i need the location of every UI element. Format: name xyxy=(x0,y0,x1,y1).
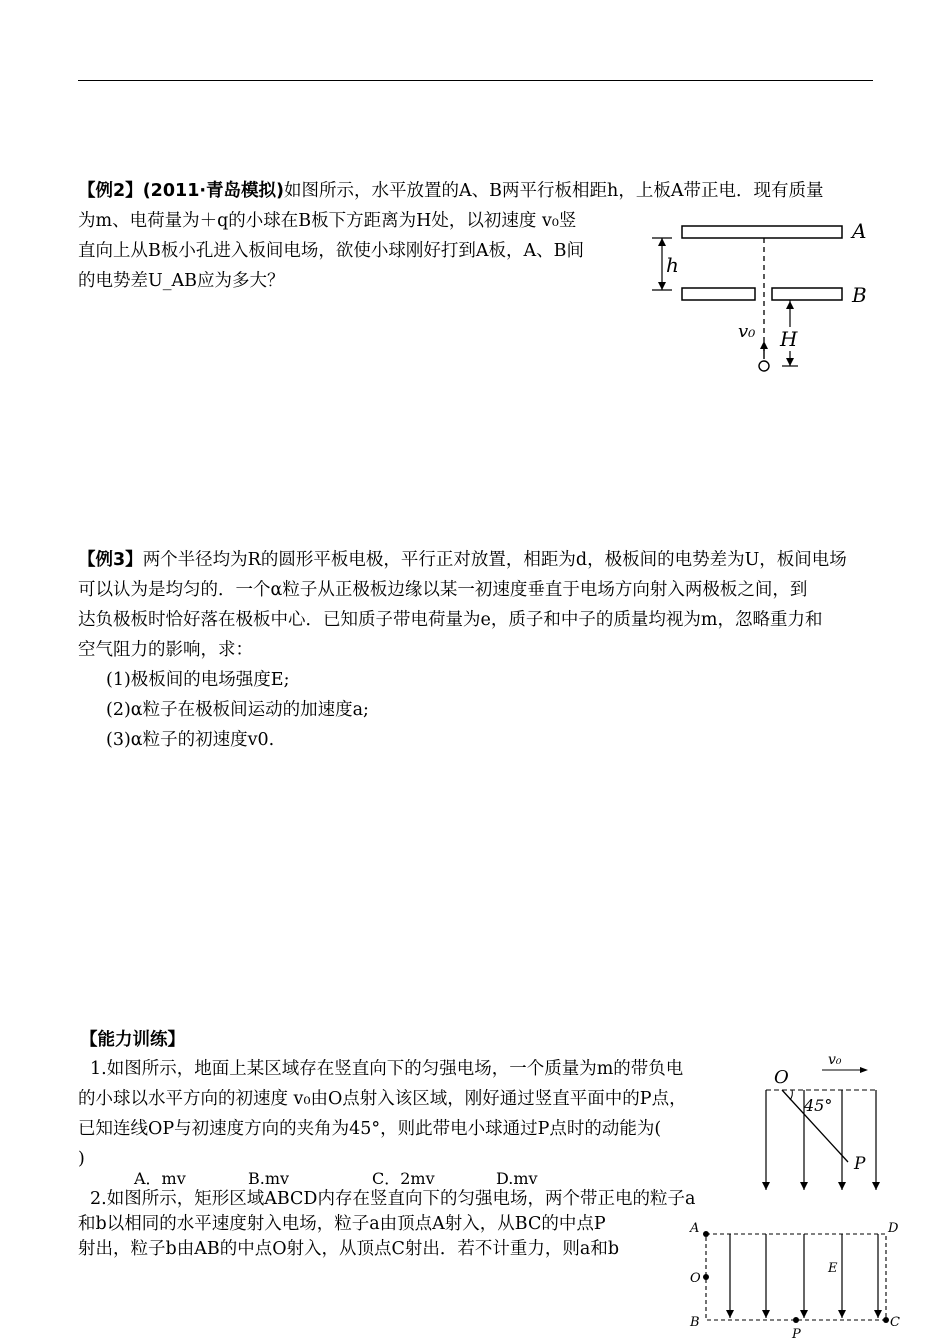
plate-b-left xyxy=(682,288,755,300)
region-abcd xyxy=(706,1234,886,1320)
label-H: H xyxy=(780,327,798,351)
example2-figure xyxy=(640,215,880,385)
example2-source: (2011·青岛模拟) xyxy=(142,181,285,201)
example3-text xyxy=(78,545,888,755)
label-A: A xyxy=(852,219,867,243)
q2-line-2: 和b以相同的水平速度射入电场，粒子a由顶点A射入，从BC的中点P xyxy=(78,1214,606,1234)
plate-b-right xyxy=(772,288,842,300)
label-45: 45° xyxy=(804,1096,833,1115)
q1-option-b: B.mv xyxy=(248,1169,290,1188)
q2-line-1: 2.如图所示，矩形区域ABCD内存在竖直向下的匀强电场，两个带正电的粒子a xyxy=(90,1189,696,1209)
label-B-q2: B xyxy=(690,1315,700,1330)
example3-line-4: 空气阻力的影响，求： xyxy=(78,640,253,660)
example3-line-3: 达负极板时恰好落在极板中心．已知质子带电荷量为e，质子和中子的质量均视为m，忽略重力和 xyxy=(78,610,823,630)
label-h: h xyxy=(666,253,679,277)
plate-a xyxy=(682,226,842,238)
label-C-q2: C xyxy=(890,1315,900,1330)
q1-option-c: C．2mv xyxy=(372,1169,435,1188)
label-A-q2: A xyxy=(690,1221,700,1236)
example3-line-2: 可以认为是均匀的．一个α粒子从正极板边缘以某一初速度垂直于电场方向射入两极板之间，到 xyxy=(78,580,808,600)
training-q1-text xyxy=(78,1054,758,1174)
example2-line-3: 直向上从B板小孔进入板间电场，欲使小球刚好打到A板，A、B间 xyxy=(78,241,584,261)
example3-question-2: (2)α粒子在极板间运动的加速度a; xyxy=(106,700,369,720)
example3-question-1: (1)极板间的电场强度E; xyxy=(106,670,290,690)
example2-label: 【例2】 xyxy=(78,181,143,201)
example2-line-2: 为m、电荷量为＋q的小球在B板下方距离为H处，以初速度 v₀竖 xyxy=(78,211,577,231)
q1-line-3: 已知连线OP与初速度方向的夹角为45°，则此带电小球通过P点时的动能为( xyxy=(78,1119,662,1139)
training-heading: 【能力训练】 xyxy=(80,1030,185,1050)
example3-question-3: (3)α粒子的初速度v0. xyxy=(106,730,275,750)
label-v0: v₀ xyxy=(738,321,756,342)
label-O-q2: O xyxy=(690,1271,701,1286)
example3-label: 【例3】 xyxy=(78,550,143,570)
q1-line-4: ) xyxy=(78,1149,85,1169)
label-B: B xyxy=(852,283,867,307)
label-P-q1: P xyxy=(854,1154,866,1174)
training-q2-text xyxy=(78,1184,758,1264)
header-rule xyxy=(78,80,873,81)
q1-line-1: 1.如图所示，地面上某区域存在竖直向下的匀强电场，一个质量为m的带负电 xyxy=(90,1059,684,1079)
q2-figure xyxy=(686,1218,906,1342)
q1-line-2: 的小球以水平方向的初速度 v₀由O点射入该区域，刚好通过竖直平面中的P点， xyxy=(78,1089,687,1109)
q1-option-d: D.mv xyxy=(496,1169,538,1188)
label-D-q2: D xyxy=(888,1221,899,1236)
example3-line-1: 两个半径均为R的圆形平板电极，平行正对放置，相距为d，极板间的电势差为U，板间电场 xyxy=(142,550,847,570)
label-v0-q1: v₀ xyxy=(828,1052,842,1068)
q1-figure xyxy=(760,1050,890,1195)
example2-line-1: 如图所示，水平放置的A、B两平行板相距h，上板A带正电．现有质量 xyxy=(284,181,824,201)
label-O: O xyxy=(774,1067,789,1088)
label-P-q2: P xyxy=(792,1327,801,1342)
q2-line-3: 射出，粒子b由AB的中点O射入，从顶点C射出．若不计重力，则a和b xyxy=(78,1239,620,1259)
example2-line-4: 的电势差U_AB应为多大？ xyxy=(78,271,285,291)
label-E-q2: E xyxy=(828,1261,838,1276)
q1-option-a: A．mv xyxy=(134,1169,186,1188)
ball xyxy=(759,361,769,371)
